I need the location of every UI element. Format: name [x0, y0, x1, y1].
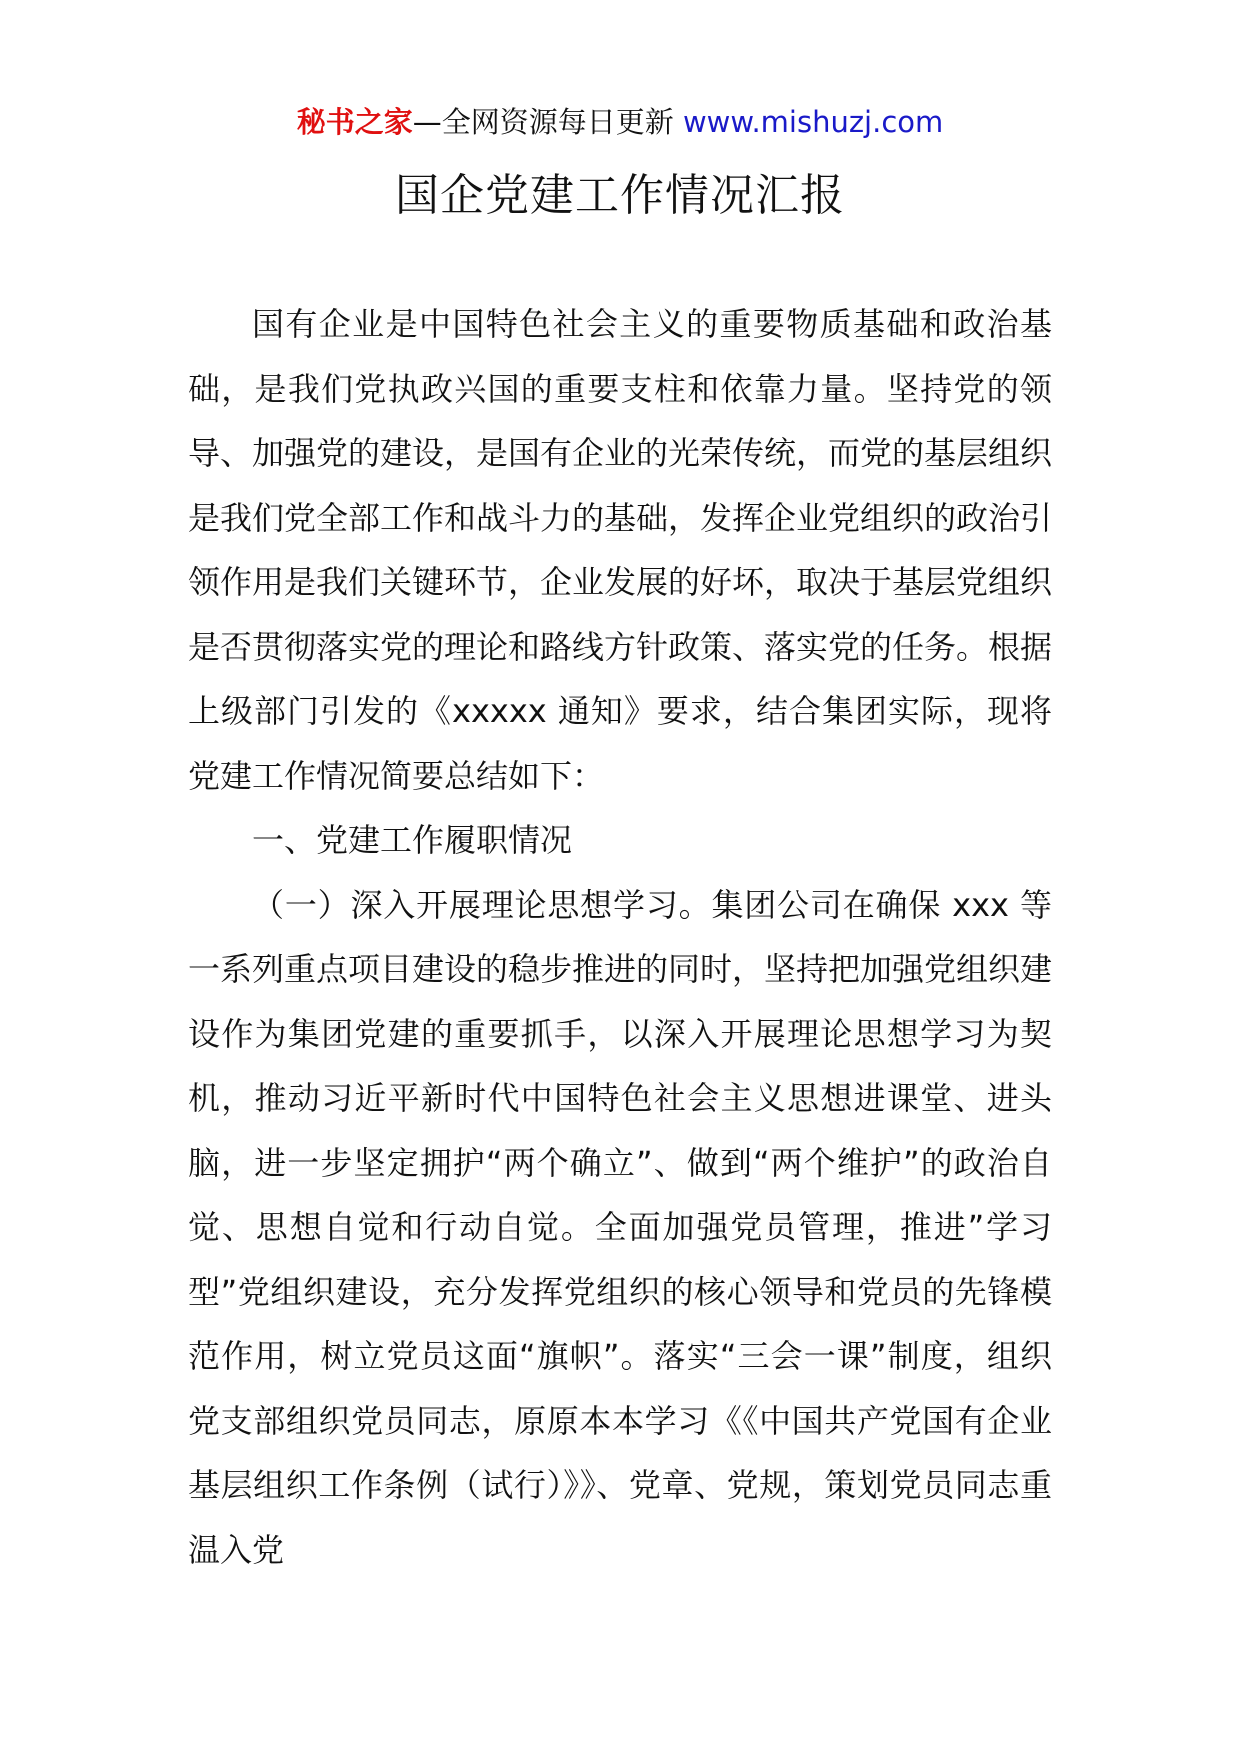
- document-body: [188, 292, 1052, 1582]
- site-banner: [0, 102, 1240, 142]
- site-url-link[interactable]: www.mishuzj.com: [682, 105, 944, 139]
- subsection-paragraph: （一）深入开展理论思想学习。集团公司在确保 xxx 等一系列重点项目建设的稳步推进的同时，坚持把加强党组织建设作为集团党建的重要抓手，以深入开展理论思想学习为契机，推动习近平新时代中国特色社会主义思想进课堂、进头脑，进一步坚定拥护“两个确立”、做到“两个维护”的政治自觉、思想自觉和行动自觉。全面加强党员管理，推进”学习型”党组织建设，充分发挥党组织的核心领导和党员的先锋模范作用，树立党员这面“旗帜”。落实“三会一课”制度，组织党支部组织党员同志，原原本本学习《《中国共产党国有企业基层组织工作条例（试行）》》、党章、党规，策划党员同志重温入党: [188, 885, 1053, 1569]
- document-title: 国企党建工作情况汇报: [395, 170, 845, 221]
- brand-name: 秘书之家: [296, 105, 413, 139]
- banner-slogan: —全网资源每日更新: [412, 105, 674, 139]
- section-heading: 一、党建工作履职情况: [252, 821, 573, 859]
- intro-paragraph: 国有企业是中国特色社会主义的重要物质基础和政治基础，是我们党执政兴国的重要支柱和依靠力量。坚持党的领导、加强党的建设，是国有企业的光荣传统，而党的基层组织是我们党全部工作和战斗力的基础，发挥企业党组织的政治引领作用是我们关键环节，企业发展的好坏，取决于基层党组织是否贯彻落实党的理论和路线方针政策、落实党的任务。根据上级部门引发的《xxxxx 通知》要求，结合集团实际，现将党建工作情况简要总结如下：: [188, 305, 1053, 795]
